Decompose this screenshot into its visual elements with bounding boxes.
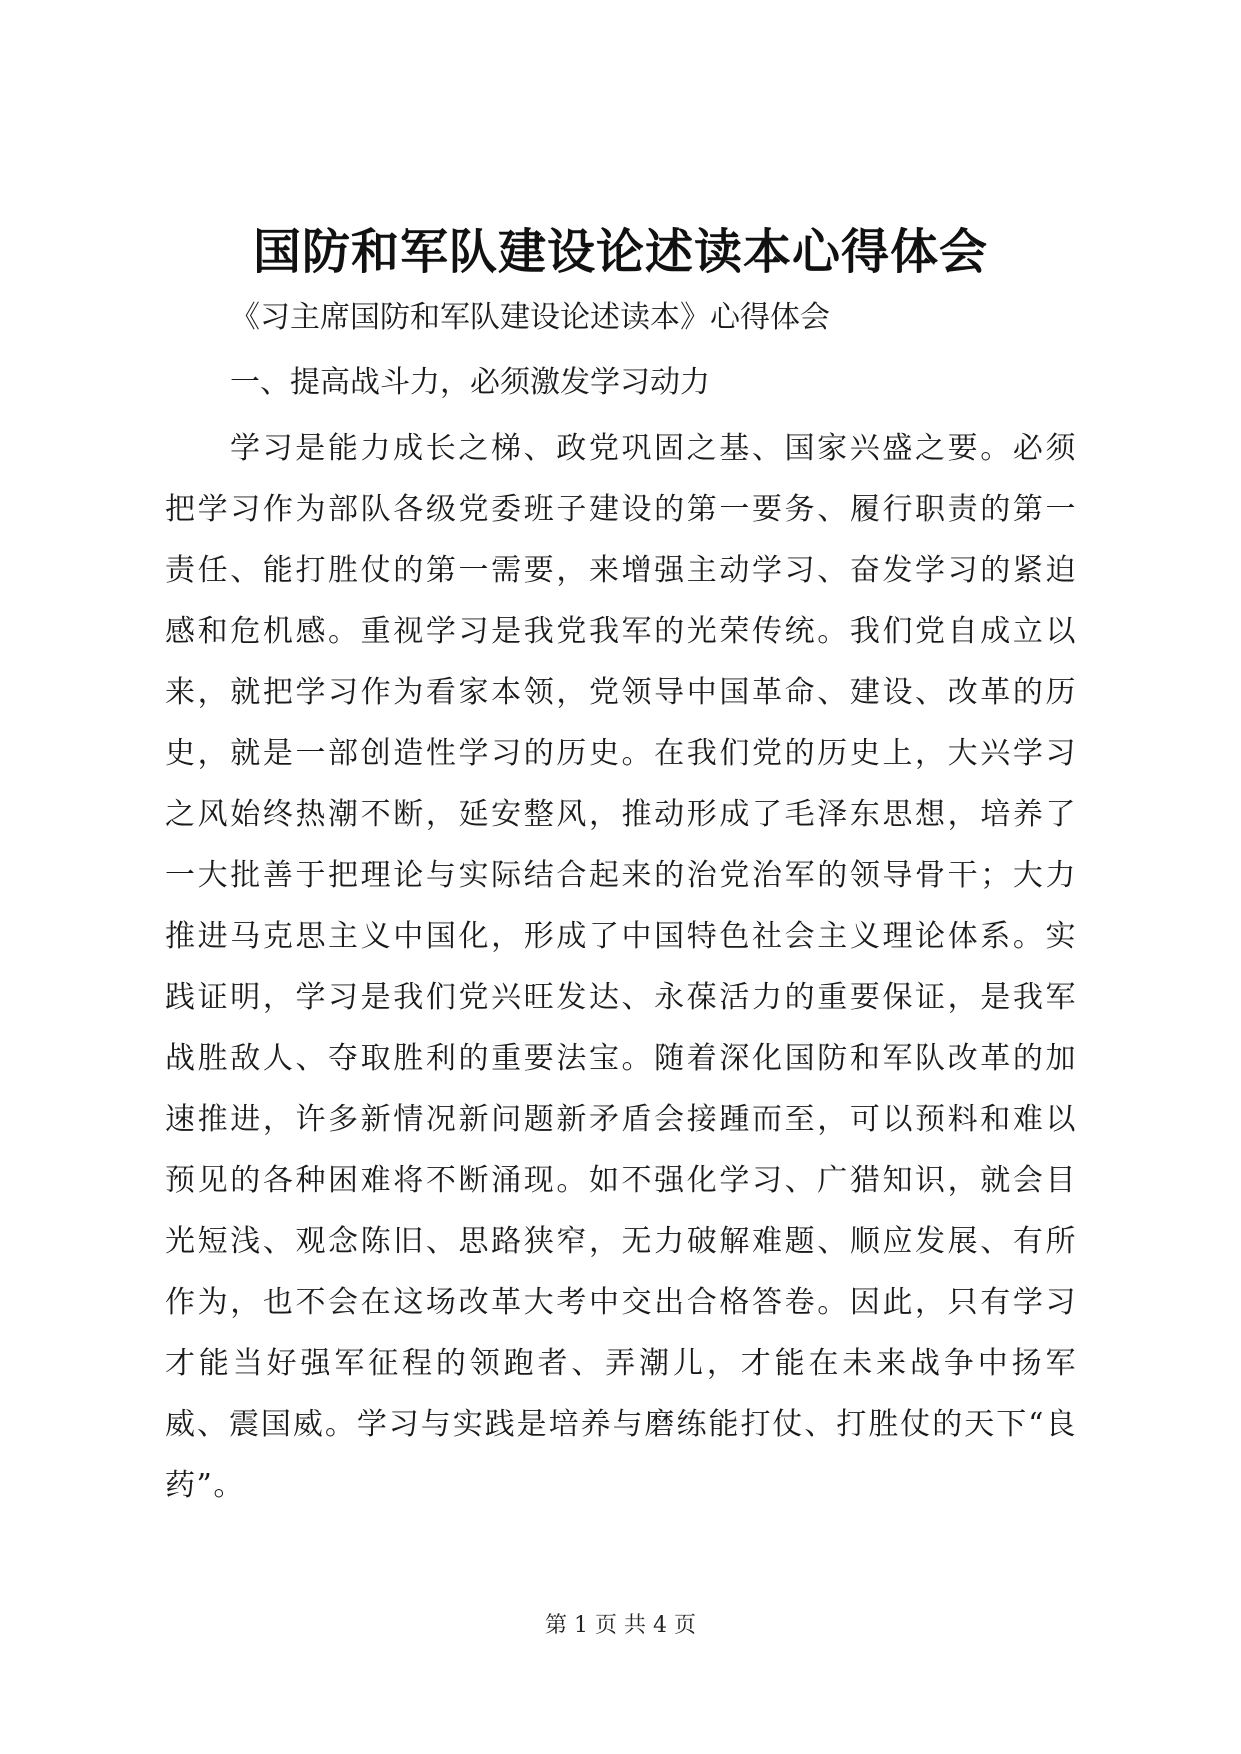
- body-paragraph: 学习是能力成长之梯、政党巩固之基、国家兴盛之要。必须把学习作为部队各级党委班子建设的第一要务、履行职责的第一责任、能打胜仗的第一需要，来增强主动学习、奋发学习的紧迫感和危机感。重视学习是我党我军的光荣传统。我们党自成立以来，就把学习作为看家本领，党领导中国革命、建设、改革的历史，就是一部创造性学习的历史。在我们党的历史上，大兴学习之风始终热潮不断，延安整风，推动形成了毛泽东思想，培养了一大批善于把理论与实际结合起来的治党治军的领导骨干；大力推进马克思主义中国化，形成了中国特色社会主义理论体系。实践证明，学习是我们党兴旺发达、永葆活力的重要保证，是我军战胜敌人、夺取胜利的重要法宝。随着深化国防和军队改革的加速推进，许多新情况新问题新矛盾会接踵而至，可以预料和难以预见的各种困难将不断涌现。如不强化学习、广猎知识，就会目光短浅、观念陈旧、思路狭窄，无力破解难题、顺应发展、有所作为，也不会在这场改革大考中交出合格答卷。因此，只有学习才能当好强军征程的领跑者、弄潮儿，才能在未来战争中扬军威、震国威。学习与实践是培养与磨练能打仗、打胜仗的天下“良药”。: [165, 431, 1077, 1503]
- page-number-label: 第 1 页 共 4 页: [545, 1613, 696, 1638]
- section-heading: 一、提高战斗力，必须激发学习动力: [230, 365, 710, 400]
- page-footer: [0, 1611, 1241, 1641]
- page-title: 国防和军队建设论述读本心得体会: [252, 224, 988, 280]
- document-subtitle: 《习主席国防和军队建设论述读本》心得体会: [230, 300, 830, 335]
